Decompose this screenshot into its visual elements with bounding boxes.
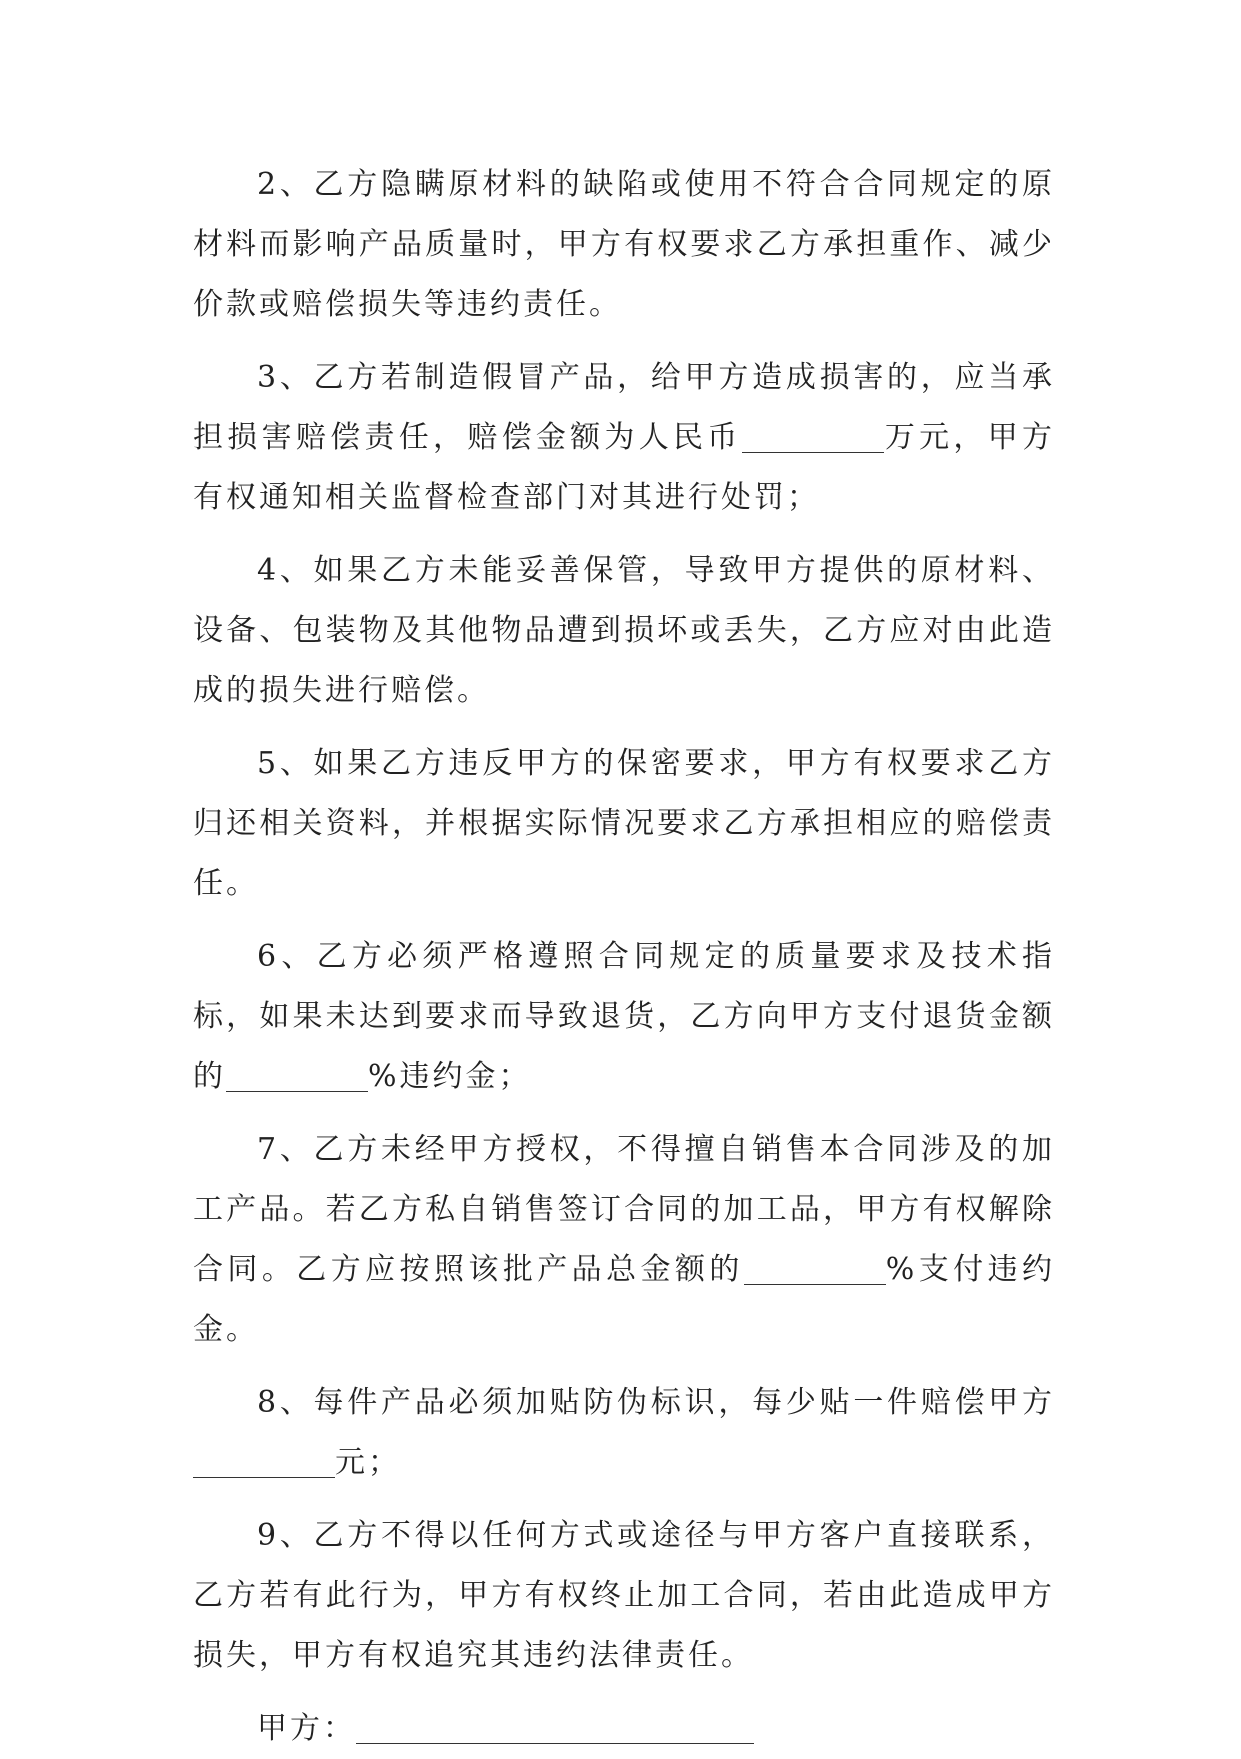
clause-4 [193,541,1055,721]
clause-7-text-after: %支付违约金。 [193,1252,1055,1347]
contract-text [193,155,1055,1759]
clause-2-text: 2、乙方隐瞒原材料的缺陷或使用不符合合同规定的原材料而影响产品质量时，甲方有权要求乙方承担重作、减少价款或赔偿损失等违约责任。 [193,167,1055,322]
clause-6-text-after: %违约金； [368,1059,532,1094]
clause-7-text-before: 7、乙方未经甲方授权，不得擅自销售本合同涉及的加工产品。若乙方私自销售签订合同的加工品，甲方有权解除合同。乙方应按照该批产品总金额的 [193,1132,1055,1287]
clause-9-text: 9、乙方不得以任何方式或途径与甲方客户直接联系，乙方若有此行为，甲方有权终止加工合同，若由此造成甲方损失，甲方有权追究其违约法律责任。 [193,1518,1055,1673]
clause-5-text: 5、如果乙方违反甲方的保密要求，甲方有权要求乙方归还相关资料，并根据实际情况要求乙方承担相应的赔偿责任。 [193,746,1055,901]
clause-5 [193,734,1055,914]
clause-8-text-before: 8、每件产品必须加贴防伪标识，每少贴一件赔偿甲方 [257,1385,1055,1420]
compensation-amount-blank [742,416,884,453]
clause-3 [193,348,1055,528]
clause-3-text-after: 万元，甲方有权通知相关监督检查部门对其进行处罚； [193,420,1056,515]
clause-7 [193,1120,1055,1360]
clause-8-text-after: 元； [335,1445,401,1480]
clause-6 [193,927,1055,1107]
party-a-signature-line [193,1699,1055,1759]
clause-3-text-before: 3、乙方若制造假冒产品，给甲方造成损害的，应当承担损害赔偿责任，赔偿金额为人民币 [193,360,1055,455]
party-a-signature-blank [356,1707,754,1744]
clause-8 [193,1373,1055,1493]
sale-penalty-percent-blank [744,1248,886,1285]
return-penalty-percent-blank [226,1055,368,1092]
clause-4-text: 4、如果乙方未能妥善保管，导致甲方提供的原材料、设备、包装物及其他物品遭到损坏或丢失，乙方应对由此造成的损失进行赔偿。 [193,553,1055,708]
clause-9 [193,1506,1055,1686]
clause-2 [193,155,1055,335]
party-a-label: 甲方： [257,1711,356,1746]
label-penalty-amount-blank [193,1441,335,1478]
clause-6-text-before: 6、乙方必须严格遵照合同规定的质量要求及技术指标，如果未达到要求而导致退货，乙方向甲方支付退货金额的 [193,939,1055,1094]
